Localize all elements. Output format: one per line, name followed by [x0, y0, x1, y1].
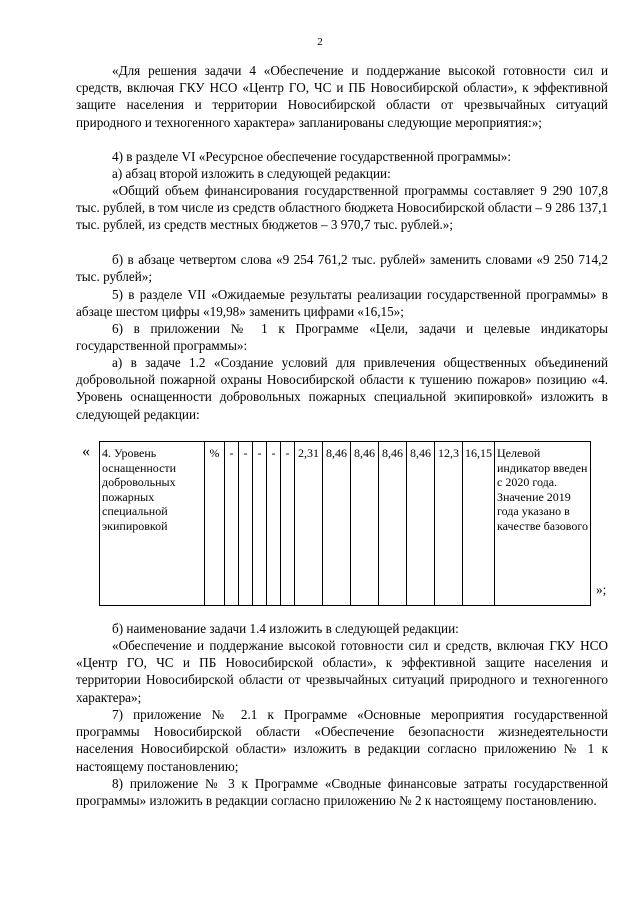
paragraph-9: б) наименование задачи 1.4 изложить в следующей редакции: — [112, 621, 459, 636]
paragraph-11: 7) приложение № 2.1 к Программе «Основные мероприятия государственной программы Новосибирской области «Обеспечение безопасности жизнедеятельности населения Новосибирской области» изложить в редакции согласно приложению № 1 к настоящему постановлению; — [76, 707, 608, 774]
value-cell: 2,31 — [295, 442, 323, 606]
paragraph-10: «Обеспечение и поддержание высокой готовности сил и средств, включая ГКУ НСО «Центр ГО, ЧС и ПБ Новосибирской области», к эффективной защите населения и территории Новосибирской области от чрезвычайных ситуаций природного и техногенного характера»; — [76, 638, 608, 705]
paragraph-6: 5) в разделе VII «Ожидаемые результаты реализации государственной программы» в абзаце шестом цифры «19,98» заменить цифрами «16,15»; — [76, 287, 608, 320]
paragraph-12: 8) приложение № 3 к Программе «Сводные финансовые затраты государственной программы» изложить в редакции согласно приложению № 2 к настоящему постановлению. — [76, 776, 608, 809]
paragraph-5: б) в абзаце четвертом слова «9 254 761,2 тыс. рублей» заменить словами «9 250 714,2 тыс. рублей»; — [76, 252, 608, 285]
value-cell: - — [239, 442, 253, 606]
value-cell: - — [225, 442, 239, 606]
value-cell: - — [253, 442, 267, 606]
table-row — [100, 442, 591, 606]
paragraph-8: а) в задаче 1.2 «Создание условий для привлечения общественных объединений добровольной пожарной охраны Новосибирской области к тушению пожаров» позицию «4. Уровень оснащенности добровольных пожарных специальной экипировкой» изложить в следующей редакции: — [76, 355, 608, 422]
value-cell: 8,46 — [323, 442, 351, 606]
value-cell: 12,3 — [435, 442, 463, 606]
value-cell: 16,15 — [463, 442, 495, 606]
note-cell: Целевой индикатор введен с 2020 года. Значение 2019 года указано в качестве базового — [495, 442, 591, 606]
table-open-quote: « — [82, 443, 90, 460]
value-cell: 8,46 — [351, 442, 379, 606]
paragraph-2: 4) в разделе VI «Ресурсное обеспечение государственной программы»: — [112, 149, 512, 164]
table-close-quote: »; — [596, 582, 607, 597]
unit-cell: % — [205, 442, 225, 606]
paragraph-3: а) абзац второй изложить в следующей редакции: — [112, 166, 391, 181]
paragraph-7: 6) в приложении № 1 к Программе «Цели, задачи и целевые индикаторы государственной программы»: — [76, 321, 608, 354]
value-cell: 8,46 — [379, 442, 407, 606]
value-cell: - — [267, 442, 281, 606]
indicator-table — [99, 441, 591, 606]
value-cell: - — [281, 442, 295, 606]
paragraph-4: «Общий объем финансирования государственной программы составляет 9 290 107,8 тыс. рублей, в том числе из средств областного бюджета Новосибирской области – 9 286 137,1 тыс. рублей, из средств местных бюджетов – 3 970,7 тыс. рублей.»; — [76, 183, 608, 233]
value-cell: 8,46 — [407, 442, 435, 606]
paragraph-1: «Для решения задачи 4 «Обеспечение и поддержание высокой готовности сил и средств, включая ГКУ НСО «Центр ГО, ЧС и ПБ Новосибирской области», к эффективной защите населения и территории Новосибирской области от чрезвычайных ситуаций природного и техногенного характера» запланированы следующие мероприятия:»; — [76, 63, 608, 130]
indicator-name-cell: 4. Уровень оснащенности добровольных пожарных специальной экипировкой — [100, 442, 205, 606]
page-number: 2 — [317, 36, 323, 48]
